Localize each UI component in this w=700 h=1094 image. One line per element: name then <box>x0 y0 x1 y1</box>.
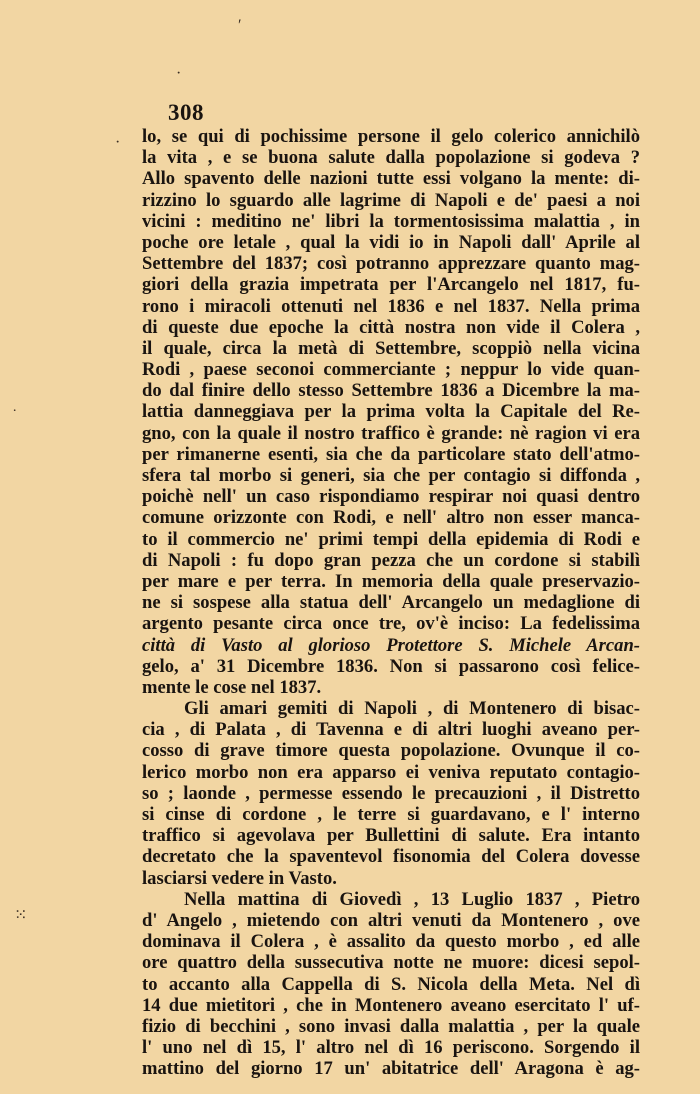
paper-speck: ′ <box>238 17 242 34</box>
text-line-paragraph-start: Gli amari gemiti di Napoli , di Montenero di bisac- <box>184 698 640 720</box>
page-number: 308 <box>168 100 204 125</box>
text-line: d' Angelo , mietendo con altri venuti da Montenero , ove <box>142 909 640 931</box>
text-line: vicini : meditino ne' libri la tormentosissima malattia , in <box>142 210 640 232</box>
text-line: Rodi , paese seconoi commerciante ; neppur lo vide quan- <box>142 359 640 381</box>
text-line: gelo, a' 31 Dicembre 1836. Non si passarono così felice- <box>142 655 640 677</box>
text-line: decretato che la spaventevol fisonomia del Colera dovesse <box>142 846 640 868</box>
text-line: rizzino lo sguardo alle lagrime di Napoli e de' paesi a noi <box>142 189 640 211</box>
text-line: sfera tal morbo si generi, sia che per contagio si diffonda , <box>142 465 640 486</box>
text-line: comune orizzonte con Rodi, e nell' altro non esser manca- <box>142 507 640 529</box>
text-line: poichè nell' un caso rispondiamo respirar noi quasi dentro <box>142 486 640 508</box>
text-line: lerico morbo non era apparso ei veniva reputato contagio- <box>142 761 640 783</box>
text-line: lattia danneggiava per la prima volta la Capitale del Re- <box>142 401 640 423</box>
text-line: to il commercio ne' primi tempi della epidemia di Rodi e <box>142 528 640 550</box>
text-line: Allo spavento delle nazioni tutte essi volgano la mente: di- <box>142 168 640 190</box>
text-line: ore quattro della sussecutiva notte ne muore: dicesi sepol- <box>142 952 640 974</box>
text-line: lo, se qui di pochissime persone il gelo colerico annichilò <box>142 126 640 147</box>
text-line: la vita , e se buona salute dalla popolazione si godeva ? <box>142 147 640 169</box>
text-line-inscription: città di Vasto al glorioso Protettore S. Michele Arcan- <box>142 634 640 656</box>
body-text <box>142 126 640 1079</box>
text-line-paragraph-start: Nella mattina di Giovedì , 13 Luglio 1837 , Pietro <box>184 888 640 910</box>
text-line: fizio di becchini , sono invasi dalla malattia , per la quale <box>142 1015 640 1037</box>
paper-speck: · <box>115 134 121 151</box>
text-line: argento pesante circa once tre, ov'è inciso: La fedelissima <box>142 613 640 635</box>
text-line: to accanto alla Cappella di S. Nicola della Meta. Nel dì <box>142 973 640 995</box>
text-line: cia , di Palata , di Tavenna e di altri luoghi aveano per- <box>142 719 640 741</box>
text-line: 14 due mietitori , che in Montenero aveano esercitato l' uf- <box>142 994 640 1016</box>
paper-speck: ⁙ <box>14 907 28 924</box>
text-line: Settembre del 1837; così potranno apprezzare quanto mag- <box>142 253 640 275</box>
text-line: dominava il Colera , è assalito da questo morbo , ed alle <box>142 931 640 953</box>
text-line: mente le cose nel 1837. <box>142 676 322 698</box>
text-line: rono i miracoli ottenuti nel 1836 e nel 1837. Nella prima <box>142 295 640 317</box>
paper-speck: · <box>176 65 182 82</box>
text-line: so ; laonde , permesse essendo le precauzioni , il Distretto <box>142 782 640 804</box>
text-line: di Napoli : fu dopo gran pezza che un cordone si stabilì <box>142 549 640 571</box>
text-line: ne si sospese alla statua dell' Arcangelo un medaglione di <box>142 592 640 614</box>
text-line: di queste due epoche la città nostra non vide il Colera , <box>142 316 640 338</box>
text-line: l' uno nel dì 15, l' altro nel dì 16 periscono. Sorgendo il <box>142 1037 640 1059</box>
text-line: cosso di grave timore questa popolazione. Ovunque il co- <box>142 740 640 762</box>
text-line: lasciarsi vedere in Vasto. <box>142 867 337 889</box>
text-line: do dal finire dello stesso Settembre 1836 a Dicembre la ma- <box>142 380 640 402</box>
text-line: giori della grazia impetrata per l'Arcangelo nel 1817, fu- <box>142 274 640 296</box>
text-line: si cinse di cordone , le terre si guardavano, e l' interno <box>142 804 640 825</box>
text-line: gno, con la quale il nostro traffico è grande: nè ragion vi era <box>142 422 640 444</box>
text-line: traffico si agevolava per Bullettini di salute. Era intanto <box>142 825 640 847</box>
paper-speck: ˙ <box>12 407 18 424</box>
text-line: per rimanerne esenti, sia che da particolare stato dell'atmo- <box>142 443 640 465</box>
text-line: il quale, circa la metà di Settembre, scoppiò nella vicina <box>142 337 640 359</box>
text-line: per mare e per terra. In memoria della quale preservazio- <box>142 570 640 592</box>
text-line: mattino del giorno 17 un' abitatrice dell' Aragona è ag- <box>142 1058 640 1080</box>
text-line: poche ore letale , qual la vidi io in Napoli dall' Aprile al <box>142 231 640 253</box>
